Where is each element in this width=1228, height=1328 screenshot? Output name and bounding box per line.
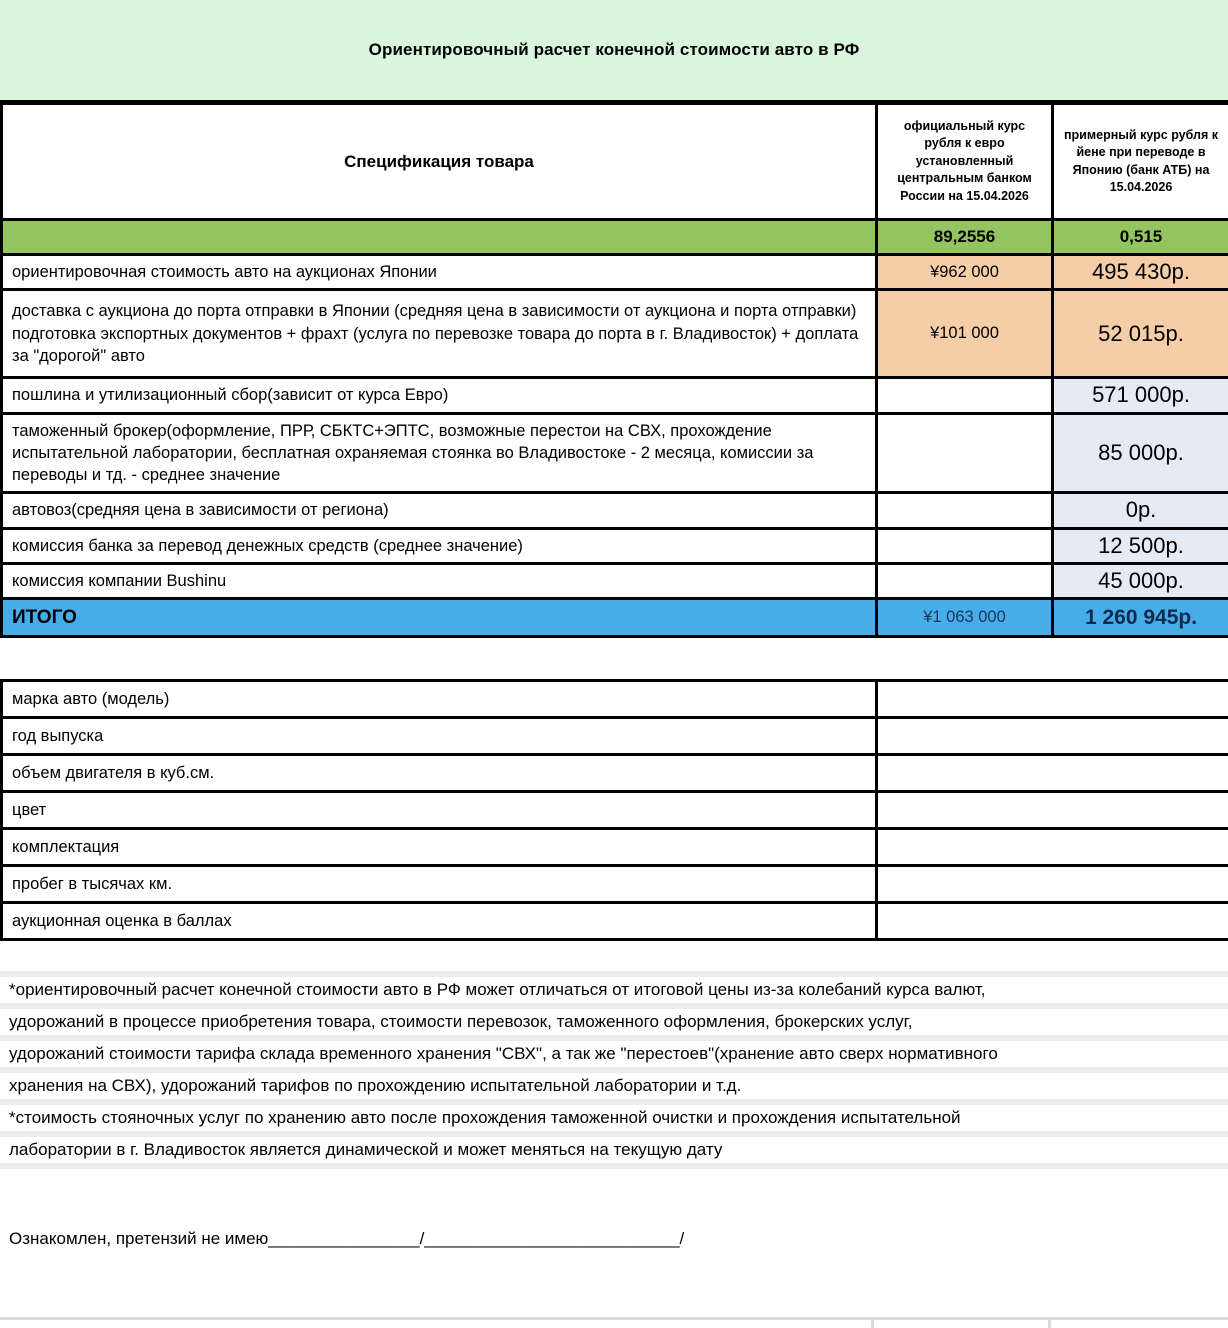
car-spec-table [0,679,1228,941]
spec-row [2,829,1228,866]
spec-row-label: аукционная оценка в баллах [2,903,877,940]
spec-row-label: год выпуска [2,718,877,755]
cost-row-label: таможенный брокер(оформление, ПРР, СБКТС+ЭПТС, возможные перестои на СВХ, прохождение испытательной лаборатории, бесплатная охраняемая стоянка во Владивостоке - 2 месяца, комиссии за переводы и тд. - среднее значение [2,413,877,493]
spec-row-label: цвет [2,792,877,829]
eur-rate-header-cell: официальный курс рубля к евро установленный центральным банком России на 15.04.2026 [877,104,1053,220]
spec-row-label: марка авто (модель) [2,681,877,718]
cost-row [2,493,1228,528]
spec-row [2,681,1228,718]
spec-row-label: комплектация [2,829,877,866]
cost-row-yen-value [877,413,1053,493]
cost-row [2,290,1228,378]
total-label: ИТОГО [2,599,877,637]
total-yen-value: ¥1 063 000 [877,599,1053,637]
report-title: Ориентировочный расчет конечной стоимости авто в РФ [369,40,860,60]
cost-row [2,255,1228,290]
cost-row [2,413,1228,493]
disclaimer-line: *ориентировочный расчет конечной стоимости авто в РФ может отличаться от итоговой цены из-за колебаний курса валют, [0,971,1228,1003]
cost-row-yen-value: ¥962 000 [877,255,1053,290]
spec-row [2,903,1228,940]
cost-row-label: доставка с аукциона до порта отправки в Японии (средняя цена в зависимости от аукциона и порта отправки) подготовка экспортных документов + фрахт (услуга по перевозке товара до порта в г. Владивосток) + доплата за "дорогой" авто [2,290,877,378]
spec-row-value-cell[interactable] [877,755,1228,792]
cost-row-rub-value: 495 430р. [1053,255,1228,290]
cost-row-label: комиссия компании Bushinu [2,563,877,598]
spec-row-value-cell[interactable] [877,829,1228,866]
disclaimer-line: *стоимость стояночных услуг по хранению авто после прохождения таможенной очистки и прохождения испытательной [0,1099,1228,1131]
spec-rows [2,681,1228,940]
total-rub-value: 1 260 945р. [1053,599,1228,637]
cost-rows [2,255,1228,599]
spec-row-value-cell[interactable] [877,903,1228,940]
cost-row-rub-value: 12 500р. [1053,528,1228,563]
cost-table [0,102,1228,638]
gridline-tick [1048,1320,1051,1328]
cost-row-rub-value: 0р. [1053,493,1228,528]
total-row [2,599,1228,637]
acknowledgement-line: Ознакомлен, претензий не имею________________/___________________________/ [0,1229,1228,1249]
cost-row-yen-value: ¥101 000 [877,290,1053,378]
cost-row-yen-value [877,563,1053,598]
cost-row-label: автовоз(средняя цена в зависимости от региона) [2,493,877,528]
rates-row-empty-cell [2,220,877,255]
spec-header-cell: Спецификация товара [2,104,877,220]
eur-rate-value: 89,2556 [877,220,1053,255]
cost-row-yen-value [877,493,1053,528]
cost-row-yen-value [877,378,1053,413]
cost-row-rub-value: 571 000р. [1053,378,1228,413]
cost-table-header-row [2,104,1228,220]
disclaimer-line: хранения на СВХ), удорожаний тарифов по прохождению испытательной лаборатории и т.д. [0,1067,1228,1099]
spec-row-value-cell[interactable] [877,718,1228,755]
cost-row-rub-value: 45 000р. [1053,563,1228,598]
cost-row-yen-value [877,528,1053,563]
gridline-tick [871,1320,874,1328]
disclaimer-line: лаборатории в г. Владивосток является динамической и может меняться на текущую дату [0,1131,1228,1163]
disclaimer-line: удорожаний в процессе приобретения товара, стоимости перевозок, таможенного оформления, брокерских услуг, [0,1003,1228,1035]
spec-row [2,792,1228,829]
disclaimer-line: удорожаний стоимости тарифа склада временного хранения "СВХ", а так же "перестоев"(хранение авто сверх нормативного [0,1035,1228,1067]
jpy-rate-value: 0,515 [1053,220,1228,255]
cost-row [2,563,1228,598]
cost-row-label: комиссия банка за перевод денежных средств (среднее значение) [2,528,877,563]
spec-row [2,866,1228,903]
disclaimer-notes [0,971,1228,1169]
cost-row-label: пошлина и утилизационный сбор(зависит от курса Евро) [2,378,877,413]
cost-row-label: ориентировочная стоимость авто на аукционах Японии [2,255,877,290]
spec-row [2,755,1228,792]
spec-row-value-cell[interactable] [877,792,1228,829]
spec-row-value-cell[interactable] [877,681,1228,718]
exchange-rates-row [2,220,1228,255]
spec-row-label: объем двигателя в куб.см. [2,755,877,792]
spec-row-label: пробег в тысячах км. [2,866,877,903]
next-row-gridline [0,1317,1228,1325]
spec-row-value-cell[interactable] [877,866,1228,903]
cost-row-rub-value: 85 000р. [1053,413,1228,493]
cost-row-rub-value: 52 015р. [1053,290,1228,378]
title-band [0,0,1228,102]
spec-row [2,718,1228,755]
cost-row [2,528,1228,563]
jpy-rate-header-cell: примерный курс рубля к йене при переводе в Японию (банк АТБ) на 15.04.2026 [1053,104,1228,220]
cost-row [2,378,1228,413]
